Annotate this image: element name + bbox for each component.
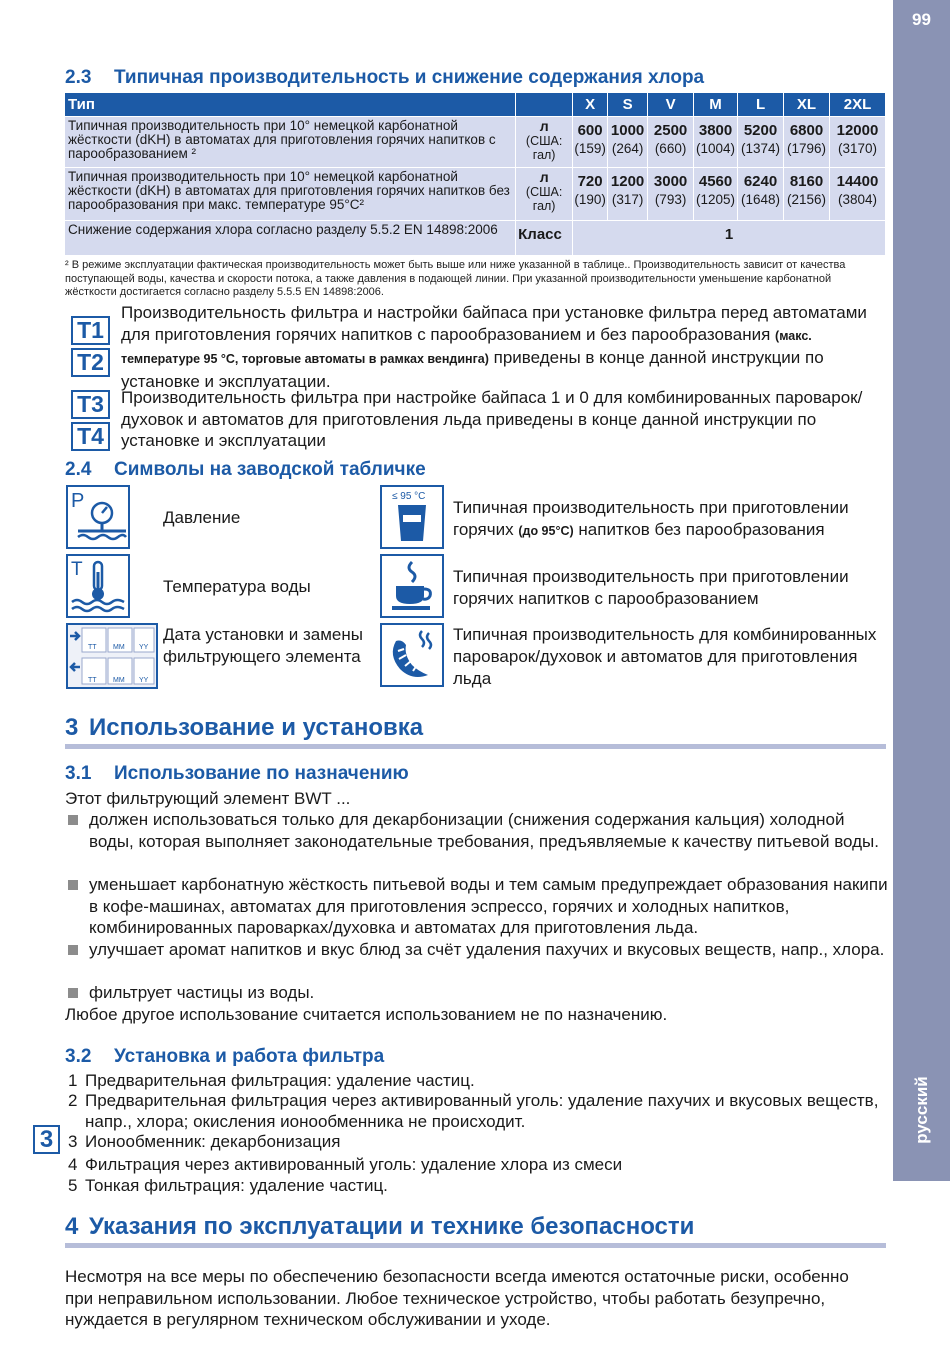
header-unit [516,93,573,117]
section-number: 3 [65,714,79,741]
svg-text:MM: MM [113,677,125,684]
value-cell: 8160 (2156) [784,168,830,221]
row-description: Типичная производительность при 10° немецкой карбонатной жёсткости (dKH) в автоматах для приготовления горячих напитков без парообразования при макс. температуре 95°C² [65,168,516,221]
value-cell: 3000 (793) [648,168,694,221]
installation-date-label: Дата установки и замены фильтрующего элемента [163,625,363,666]
svg-text:T: T [71,559,83,580]
value-cell: 4560 (1205) [694,168,738,221]
language-label: русский [911,1076,931,1144]
svg-text:YY: YY [139,677,149,684]
value-cell: 3800 (1004) [694,117,738,168]
row-unit: л (США: гал) [516,168,573,221]
list-item: 2 Предварительная фильтрация через активированный уголь: удаление пахучих и вкусовых веществ, напр., хлора; окисления ионообменника не происходит. [68,1091,879,1131]
header-l: L [738,93,784,117]
section-number: 2.3 [65,67,92,88]
svg-text:TT: TT [88,677,97,684]
t3-badge: T3 [71,390,110,419]
section-number: 4 [65,1213,79,1240]
section-2-4-heading [65,459,426,481]
side-tab [893,0,950,1181]
paragraph-t1-t2: Производительность фильтра и настройки байпаса при установке фильтра перед автоматами для приготовления горячих напитков с парообразованием и без парообразования (макс. температуре 95 °C, торговые автоматы в рамках вендинга) приведены в конце данной инструкции по установке и эксплуатации. [121,303,867,391]
header-x: X [573,93,608,117]
section-title: Установка и работа фильтра [114,1046,385,1067]
svg-text:P: P [71,490,85,512]
row-unit: л (США: гал) [516,117,573,168]
list-item: 4 Фильтрация через активированный уголь: удаление хлора из смеси [68,1155,623,1174]
list-item: должен использоваться только для декарбонизации (снижения содержания кальция) холодной воды, которая выполняет законодательные требования, предъявляемые к качеству питьевой воды. [65,809,890,852]
pressure-icon [66,485,130,549]
section-rule [65,744,886,749]
pressure-label: Давление [163,508,241,527]
page-number: 99 [912,10,931,29]
list-item: уменьшает карбонатную жёсткость питьевой воды и тем самым предупреждает образования накипи в кофе-машинах, автоматах для приготовления эспрессо, горячих и холодных напитков, комбинированных пароварках/духовка и автоматах для приготовления льда. [65,874,890,939]
svg-text:≤ 95 °C: ≤ 95 °C [392,491,426,502]
value-cell: 6240 (1648) [738,168,784,221]
section-2-3-heading [65,67,704,89]
no-steam-label: Типичная производительность при приготовлении горячих (до 95°C) напитков без парообразования [453,498,849,539]
list-item: 3 Ионообменник: декарбонизация [68,1132,341,1151]
steam-label: Типичная производительность при приготовлении горячих напитков с парообразованием [453,567,849,608]
figure-3-badge: 3 [33,1125,60,1154]
calendar-icon [66,623,158,689]
section-title: Использование по назначению [114,763,409,784]
row-description: Снижение содержания хлора согласно разделу 5.5.2 EN 14898:2006 [65,221,516,256]
thermometer-icon [66,554,130,618]
table-row [65,168,886,221]
value-cell: 600 (159) [573,117,608,168]
row-description: Типичная производительность при 10° немецкой карбонатной жёсткости (dKH) в автоматах для приготовления горячих напитков с парообразованием ² [65,117,516,168]
language-tab [893,1070,950,1150]
croissant-icon [380,623,444,687]
section-3-1-heading [65,763,409,785]
outro-text: Любое другое использование считается использованием не по назначению. [65,1005,668,1024]
water-temperature-label: Температура воды [163,577,311,596]
t4-badge: T4 [71,422,110,451]
section-3-heading [65,714,423,742]
paragraph-t3-t4: Производительность фильтра при настройке байпаса 1 и 0 для комбинированных пароварок/духовок и автоматов для приготовления льда приведены в конце данной инструкции по установке и эксплуатации [121,388,863,450]
performance-table [64,92,886,256]
t1-badge: T1 [71,316,110,345]
section-number: 3.2 [65,1046,92,1067]
svg-text:MM: MM [113,644,125,651]
value-cell: 2500 (660) [648,117,694,168]
section-title: Указания по эксплуатации и технике безопасности [89,1213,695,1240]
section-3-2-heading [65,1046,384,1068]
list-item: 5 Тонкая фильтрация: удаление частиц. [68,1176,388,1195]
section-title: Символы на заводской табличке [114,459,426,480]
section-rule [65,1243,886,1248]
value-cell: 6800 (1796) [784,117,830,168]
header-2xl: 2XL [829,93,885,117]
header-v: V [648,93,694,117]
value-cell: 1000 (264) [608,117,648,168]
header-s: S [608,93,648,117]
header-m: M [694,93,738,117]
steaming-cup-icon [380,554,444,618]
value-cell: 1200 (317) [608,168,648,221]
list-item: улучшает аромат напитков и вкус блюд за счёт удаления пахучих и вкусовых веществ, напр., хлора. [65,939,890,961]
value-cell: 14400 (3804) [829,168,885,221]
t2-badge: T2 [71,348,110,377]
section-number: 3.1 [65,763,92,784]
table-row [65,117,886,168]
table-footnote: ² В режиме эксплуатации фактическая производительность может быть выше или ниже указанной в таблице.. Производительность зависит от качества поступающей воды, качества и скорости потока, а также давления в подающей линии. При указанной производительности уменьшение карбонатной жёсткости достигается согласно разделу 5.5.5 EN 14898:2006. [65,259,846,298]
section-number: 2.4 [65,459,92,480]
list-item: 1 Предварительная фильтрация: удаление частиц. [68,1071,475,1090]
intro-text: Этот фильтрующий элемент BWT ... [65,789,351,808]
row-unit: Класс [516,221,573,256]
svg-text:TT: TT [88,644,97,651]
section-title: Типичная производительность и снижение содержания хлора [114,67,705,88]
chlorine-class-value: 1 [573,221,886,256]
safety-text: Несмотря на все меры по обеспечению безопасности всегда имеются остаточные риски, особенно при неправильном использовании. Любое техническое устройство, чтобы работать безупречно, нуждается в регулярном техническом обслуживании и уходе. [65,1267,849,1329]
combi-label: Типичная производительность для комбинированных пароварок/духовок и автоматов для приготовления льда [453,625,877,688]
hot-drink-cup-icon [380,485,444,549]
section-4-heading [65,1213,694,1241]
section-title: Использование и установка [89,714,424,741]
value-cell: 720 (190) [573,168,608,221]
table-header-row [65,93,886,117]
header-xl: XL [784,93,830,117]
table-row-chlorine [65,221,886,256]
value-cell: 12000 (3170) [829,117,885,168]
svg-text:YY: YY [139,644,149,651]
value-cell: 5200 (1374) [738,117,784,168]
header-type: Тип [65,93,516,117]
list-item: фильтрует частицы из воды. [65,982,890,1004]
